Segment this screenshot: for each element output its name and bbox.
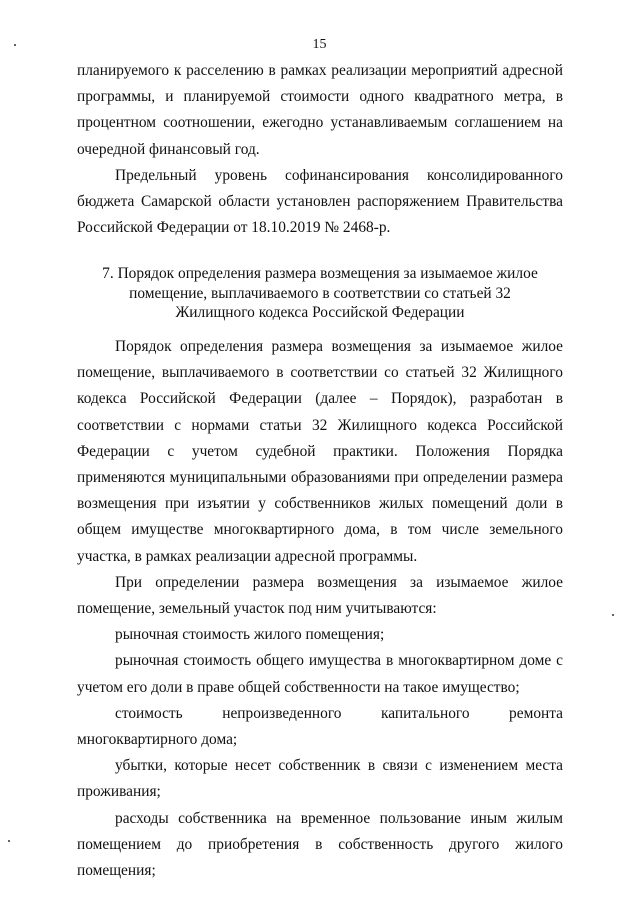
heading-line-3: Жилищного кодекса Российской Федерации	[175, 304, 465, 322]
page-number: 15	[312, 37, 327, 52]
paragraph-continuation: планируемого к расселению в рамках реализации мероприятий адресной программы, и планируемой стоимости одного квадратного метра, в процентном соотношении, ежегодно устанавливаемым соглашением на очередной финансовый год.	[77, 62, 563, 158]
heading-line-1: 7. Порядок определения размера возмещения за изымаемое жилое	[102, 265, 538, 282]
paragraph-considered-items: При определении размера возмещения за изымаемое жилое помещение, земельный участок под ним учитываются:	[77, 573, 563, 618]
list-item-losses: убытки, которые несет собственник в связи с изменением места проживания;	[77, 757, 563, 801]
scan-speck	[8, 840, 10, 842]
list-item-common-property: рыночная стоимость общего имущества в многоквартирном доме с учетом его доли в праве общей собственности на такое имущество;	[77, 652, 563, 696]
heading-line-2: помещение, выплачиваемого в соответствии со статьей 32	[129, 284, 511, 302]
list-item-market-value: рыночная стоимость жилого помещения;	[115, 626, 385, 644]
list-item-temporary-housing: расходы собственника на временное пользование иным жилым помещением до приобретения в собственность другого жилого помещения;	[77, 809, 563, 880]
section-heading	[80, 264, 560, 323]
paragraph-cofinancing: Предельный уровень софинансирования консолидированного бюджета Самарской области установлен распоряжением Правительства Российской Федерации от 18.10.2019 № 2468-р.	[77, 166, 563, 237]
list-item-capital-repair: стоимость непроизведенного капитального ремонта многоквартирного дома;	[77, 704, 563, 749]
text-block-main	[77, 334, 563, 884]
text-block-top	[77, 58, 563, 241]
paragraph-procedure: Порядок определения размера возмещения за изымаемое жилое помещение, выплачиваемого в соответствии со статьей 32 Жилищного кодекса Российской Федерации (далее – Порядок), разработан в соответствии с нормами статьи 32 Жилищного кодекса Российской Федерации с учетом судебной практики. Положения Порядка применяются муниципальными образованиями при определении размера возмещения при изъятии у собственников жилых помещений доли в общем имуществе многоквартирного дома, в том числе земельного участка, в рамках реализации адресной программы.	[77, 338, 563, 565]
scan-speck	[14, 44, 16, 46]
scan-speck	[612, 614, 614, 616]
